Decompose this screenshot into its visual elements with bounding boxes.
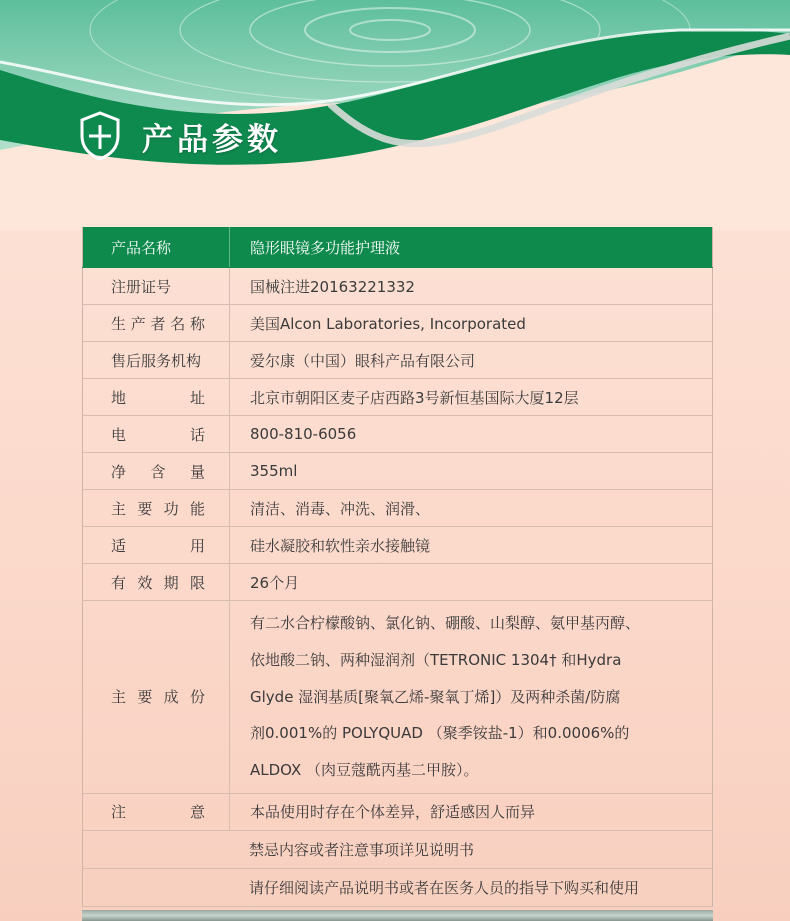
label-char: 话 (189, 425, 205, 444)
param-label (111, 424, 205, 445)
label-char: 功 (163, 499, 179, 518)
label-char: 电 (111, 425, 127, 444)
param-value: 清洁、消毒、冲洗、润滑、 (230, 490, 713, 527)
table-row-notice-extra (83, 830, 713, 868)
label-char: 要 (137, 688, 153, 707)
param-label (111, 686, 205, 707)
ingredients-line: 依地酸二钠、两种湿润剂（TETRONIC 1304† 和Hydra (250, 650, 622, 669)
label-char: 成 (163, 688, 179, 707)
label-char: 主 (111, 499, 127, 518)
ingredients-line: Glyde 湿润基质[聚氧乙烯-聚氧丁烯]）及两种杀菌/防腐 (250, 687, 621, 706)
param-label: 产品名称 (83, 227, 230, 268)
table-row-notice (83, 793, 713, 830)
param-label (111, 461, 205, 482)
table-row (83, 379, 713, 416)
label-char: 效 (137, 573, 153, 592)
table-row (83, 416, 713, 453)
table-row (83, 453, 713, 490)
param-value: 隐形眼镜多功能护理液 (230, 227, 713, 268)
table-row (83, 564, 713, 601)
table-row (83, 227, 713, 268)
ingredients-value (230, 601, 713, 794)
param-label (111, 572, 205, 593)
section-title: 产品参数 (142, 121, 282, 158)
table-row (83, 490, 713, 527)
param-label: 售后服务机构 (83, 342, 230, 379)
notice-line: 请仔细阅读产品说明书或者在医务人员的指导下购买和使用 (83, 868, 713, 906)
label-char: 期 (163, 573, 179, 592)
label-char: 含 (150, 462, 166, 481)
label-char: 份 (189, 688, 205, 707)
label-char: 净 (111, 462, 127, 481)
label-char: 意 (189, 803, 205, 822)
label-char: 地 (111, 388, 127, 407)
label-char: 限 (189, 573, 205, 592)
label-char: 适 (111, 536, 127, 555)
label-char: 址 (189, 388, 205, 407)
param-value: 北京市朝阳区麦子店西路3号新恒基国际大厦12层 (230, 379, 713, 416)
bottom-bar (82, 910, 713, 921)
table-row (83, 305, 713, 342)
param-value: 国械注进20163221332 (230, 268, 713, 305)
label-char: 主 (111, 688, 127, 707)
table-row-notice-extra (83, 868, 713, 906)
param-label (111, 387, 205, 408)
notice-line: 禁忌内容或者注意事项详见说明书 (83, 830, 713, 868)
ingredients-line: 剂0.001%的 POLYQUAD （聚季铵盐-1）和0.0006%的 (250, 724, 630, 743)
table-row (83, 268, 713, 305)
param-label (111, 313, 205, 334)
label-char: 称 (189, 314, 205, 333)
label-char: 有 (111, 573, 127, 592)
notice-value: 本品使用时存在个体差异，舒适感因人而异 (230, 793, 713, 830)
param-label (111, 498, 205, 519)
table-row (83, 527, 713, 564)
label-char: 名 (170, 314, 186, 333)
label-char: 产 (130, 314, 146, 333)
label-char: 生 (111, 314, 127, 333)
table-row (83, 342, 713, 379)
ingredients-line: 有二水合柠檬酸钠、氯化钠、硼酸、山梨醇、氨甲基丙醇、 (250, 614, 641, 632)
label-char: 能 (189, 499, 205, 518)
label-char: 量 (189, 462, 205, 481)
param-value: 硅水凝胶和软性亲水接触镜 (230, 527, 713, 564)
param-label (111, 535, 205, 556)
param-value: 爱尔康（中国）眼科产品有限公司 (230, 342, 713, 379)
section-header (76, 110, 282, 162)
param-label (111, 801, 205, 822)
label-char: 用 (189, 536, 205, 555)
label-char: 要 (137, 499, 153, 518)
param-value: 800-810-6056 (230, 416, 713, 453)
table-row-ingredients (83, 601, 713, 794)
param-value: 美国Alcon Laboratories, Incorporated (230, 305, 713, 342)
shield-plus-icon (76, 110, 124, 162)
label-char: 注 (111, 803, 127, 822)
product-params-table (82, 227, 713, 907)
param-value: 355ml (230, 453, 713, 490)
label-char: 者 (150, 314, 166, 333)
ingredients-line: ALDOX （肉豆蔻酰丙基二甲胺）。 (250, 761, 479, 780)
param-value: 26个月 (230, 564, 713, 601)
param-label: 注册证号 (83, 268, 230, 305)
